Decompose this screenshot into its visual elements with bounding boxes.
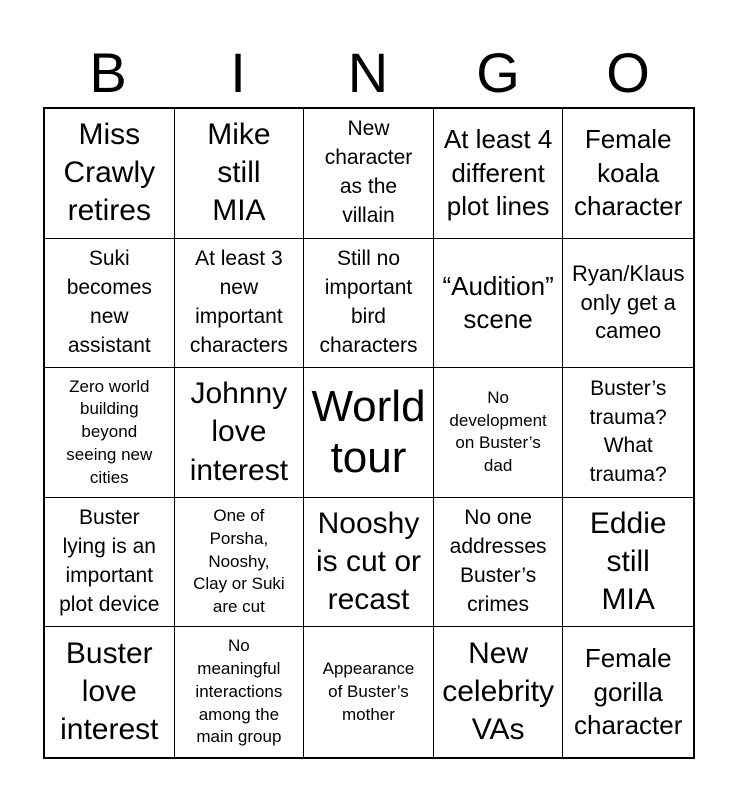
- bingo-cell-r2-c2[interactable]: At least 3 new important characters: [175, 239, 305, 369]
- bingo-cell-r4-c5[interactable]: Eddie still MIA: [563, 498, 693, 628]
- bingo-cell-r5-c2[interactable]: No meaningful interactions among the main group: [175, 627, 305, 757]
- bingo-cell-r2-c1[interactable]: Suki becomes new assistant: [45, 239, 175, 369]
- bingo-cell-r3-c4[interactable]: No development on Buster’s dad: [434, 368, 564, 498]
- bingo-cell-r4-c4[interactable]: No one addresses Buster’s crimes: [434, 498, 564, 628]
- bingo-cell-r1-c2[interactable]: Mike still MIA: [175, 109, 305, 239]
- bingo-board: [43, 107, 695, 759]
- bingo-cell-r2-c3[interactable]: Still no important bird characters: [304, 239, 434, 369]
- header-letter-i: I: [230, 41, 246, 104]
- bingo-cell-r1-c5[interactable]: Female koala character: [563, 109, 693, 239]
- header-letter-o: O: [606, 41, 650, 104]
- bingo-cell-r1-c1[interactable]: Miss Crawly retires: [45, 109, 175, 239]
- bingo-cell-r2-c4[interactable]: “Audition” scene: [434, 239, 564, 369]
- bingo-cell-r5-c5[interactable]: Female gorilla character: [574, 643, 683, 740]
- bingo-cell-r4-c2[interactable]: One of Porsha, Nooshy, Clay or Suki are cut: [175, 498, 305, 628]
- bingo-cell-r3-c1[interactable]: Zero world building beyond seeing new cities: [45, 368, 175, 498]
- bingo-cell-r5-c1[interactable]: Buster love interest: [45, 627, 175, 757]
- bingo-cell-r1-c3[interactable]: New character as the villain: [304, 109, 434, 239]
- bingo-cell-r3-c5[interactable]: Buster’s trauma? What trauma?: [563, 368, 693, 498]
- bingo-cell-r2-c5[interactable]: Ryan/Klaus only get a cameo: [563, 239, 693, 369]
- header-letter-g: G: [476, 41, 520, 104]
- bingo-cell-r5-c4[interactable]: New celebrity VAs: [434, 627, 564, 757]
- bingo-cell-r4-c3[interactable]: Nooshy is cut or recast: [304, 498, 434, 628]
- bingo-cell-r4-c1[interactable]: Buster lying is an important plot device: [45, 498, 175, 628]
- bingo-cell-r3-c2[interactable]: Johnny love interest: [175, 368, 305, 498]
- bingo-cell-r3-c3[interactable]: World tour: [304, 368, 434, 498]
- bingo-cell-r5-c3[interactable]: Appearance of Buster’s mother: [304, 627, 434, 757]
- header-letter-b: B: [89, 41, 127, 104]
- header-letter-n: N: [347, 41, 389, 104]
- bingo-cell-r1-c4[interactable]: At least 4 different plot lines: [434, 109, 564, 239]
- bingo-header: [43, 40, 693, 106]
